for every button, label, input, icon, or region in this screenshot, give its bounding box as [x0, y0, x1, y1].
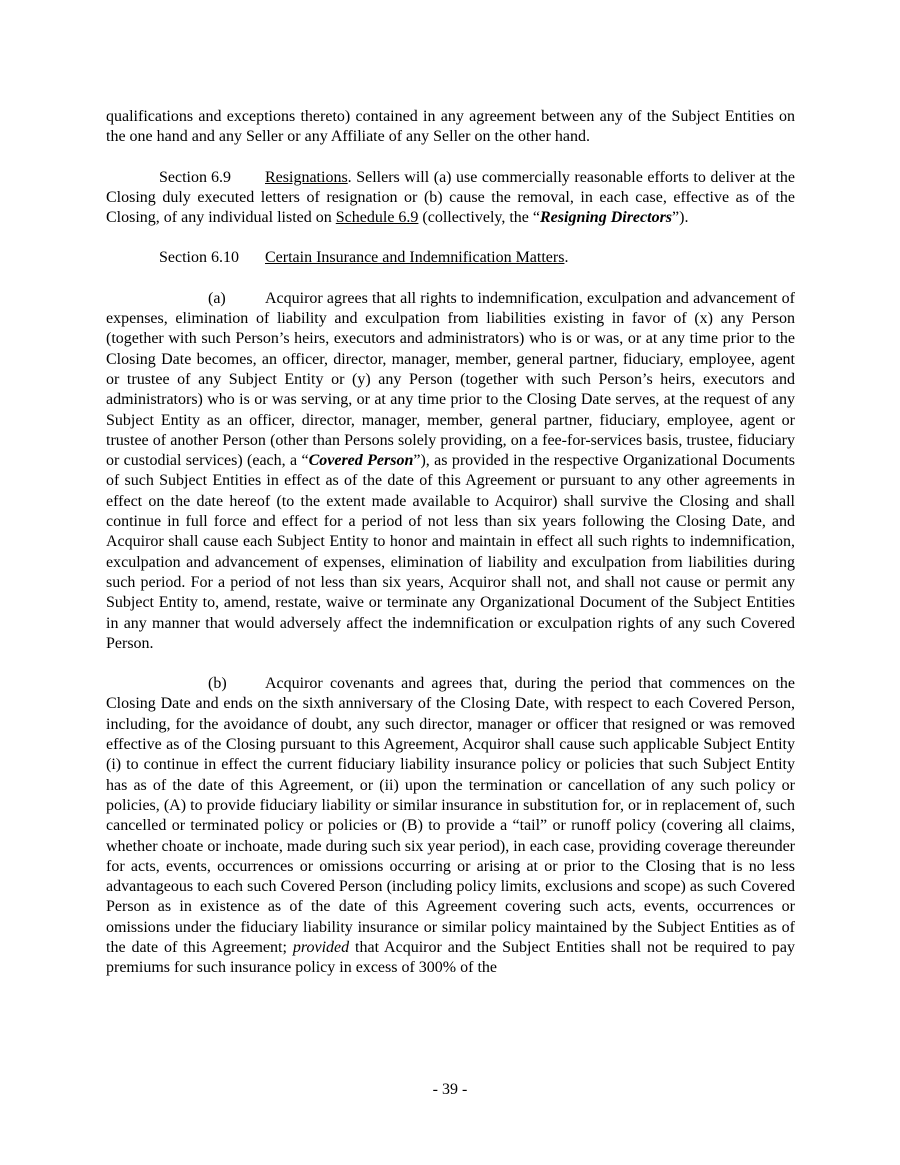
- clause-text: Acquiror agrees that all rights to indemnification, exculpation and advancement of expenses, elimination of liability and exculpation from liabilities existing in favor of (x) any Person (together with such Person’s heirs, executors and administrators) who is or was, or at any time prior to the Closing Date becomes, an officer, director, manager, member, general partner, fiduciary, employee, agent or trustee of any Subject Entity or (y) any Person (together with such Person’s heirs, executors and administrators) who is or was serving, or at any time prior to the Closing Date serves, at the request of any Subject Entity as an officer, director, manager, member, general partner, fiduciary, employee, agent or trustee of another Person (other than Persons solely providing, on a fee-for-services basis, trustee, fiduciary or custodial services) (each, a “: [106, 289, 795, 470]
- section-6-10-heading: [106, 248, 795, 268]
- schedule-reference: Schedule 6.9: [335, 209, 419, 227]
- clause-text: ”), as provided in the respective Organizational Documents of such Subject Entities in effect as of the date of this Agreement or pursuant to any other agreements in effect on the date hereof (to the extent made available to Acquiror) shall survive the Closing and shall continue in full force and effect for a period of not less than six years following the Closing Date, and Acquiror shall cause each Subject Entity to honor and maintain in effect all such rights to indemnification, exculpation and advancement of expenses, elimination of liability and exculpation from liabilities during such period. For a period of not less than six years, Acquiror shall not, and shall not cause or permit any Subject Entity to, amend, restate, waive or terminate any Organizational Document of the Subject Entities in any manner that would adversely affect the indemnification or exculpation rights of any such Covered Person.: [106, 452, 795, 652]
- continuation-text: qualifications and exceptions thereto) contained in any agreement between any of the Subject Entities on the one hand and any Seller or any Affiliate of any Seller on the other hand.: [106, 108, 795, 146]
- document-page: [106, 107, 795, 979]
- paragraph-spacer: [106, 269, 795, 289]
- paragraph-spacer: [106, 148, 795, 168]
- clause-text: Acquiror covenants and agrees that, during the period that commences on the Closing Date and ends on the sixth anniversary of the Closing Date, with respect to each Covered Person, including, for the avoidance of doubt, any such director, manager or officer that resigned or was removed effective as of the Closing pursuant to this Agreement, Acquiror shall cause such applicable Subject Entity (i) to continue in effect the current fiduciary liability insurance policy or policies that such Subject Entity has as of the date of this Agreement, or (ii) upon the termination or cancellation of any such policy or policies, (A) to provide fiduciary liability or similar insurance in substitution for, or in replacement of, such cancelled or terminated policy or policies or (B) to provide a “tail” or runoff policy (covering all claims, whether choate or inchoate, made during such six year period), in each case, providing coverage thereunder for acts, events, occurrences or omissions occurring or arising at or prior to the Closing that is no less advantageous to each such Covered Person (including policy limits, exclusions and scope) as such Covered Person as in existence as of the date of this Agreement covering such acts, events, occurrences or omissions under the fiduciary liability insurance or similar policy maintained by the Subject Entities as of the date of this Agreement;: [106, 675, 795, 956]
- section-number: Section 6.9: [159, 168, 231, 186]
- section-number: Section 6.10: [159, 249, 239, 267]
- continuation-paragraph: [106, 107, 795, 148]
- clause-label: (a): [208, 289, 226, 307]
- defined-term: Covered Person: [308, 452, 414, 470]
- defined-term: Resigning Directors: [540, 209, 673, 227]
- page-number: - 39 -: [432, 1081, 468, 1098]
- clause-text: that Acquiror and the Subject Entities shall not be required to pay premiums for such insurance policy in excess of 300% of the: [106, 938, 796, 977]
- section-text: ”).: [672, 209, 689, 227]
- paragraph-spacer: [106, 654, 795, 674]
- section-text: (collectively, the “: [418, 209, 540, 227]
- section-heading: Resignations: [265, 168, 348, 186]
- paragraph-spacer: [106, 228, 795, 248]
- section-6-9-paragraph: [106, 168, 795, 229]
- section-heading-punctuation: .: [564, 249, 569, 267]
- proviso-term: provided: [292, 938, 350, 956]
- section-text: . Sellers will (a) use commercially reasonable efforts to deliver at the Closing duly executed letters of resignation or (b) cause the removal, in each case, effective as of the Closing, of any individual listed on: [106, 168, 795, 227]
- clause-a-paragraph: [106, 289, 795, 654]
- clause-b-paragraph: [106, 674, 795, 978]
- section-heading: Certain Insurance and Indemnification Matters: [265, 249, 565, 267]
- clause-label: (b): [208, 675, 227, 693]
